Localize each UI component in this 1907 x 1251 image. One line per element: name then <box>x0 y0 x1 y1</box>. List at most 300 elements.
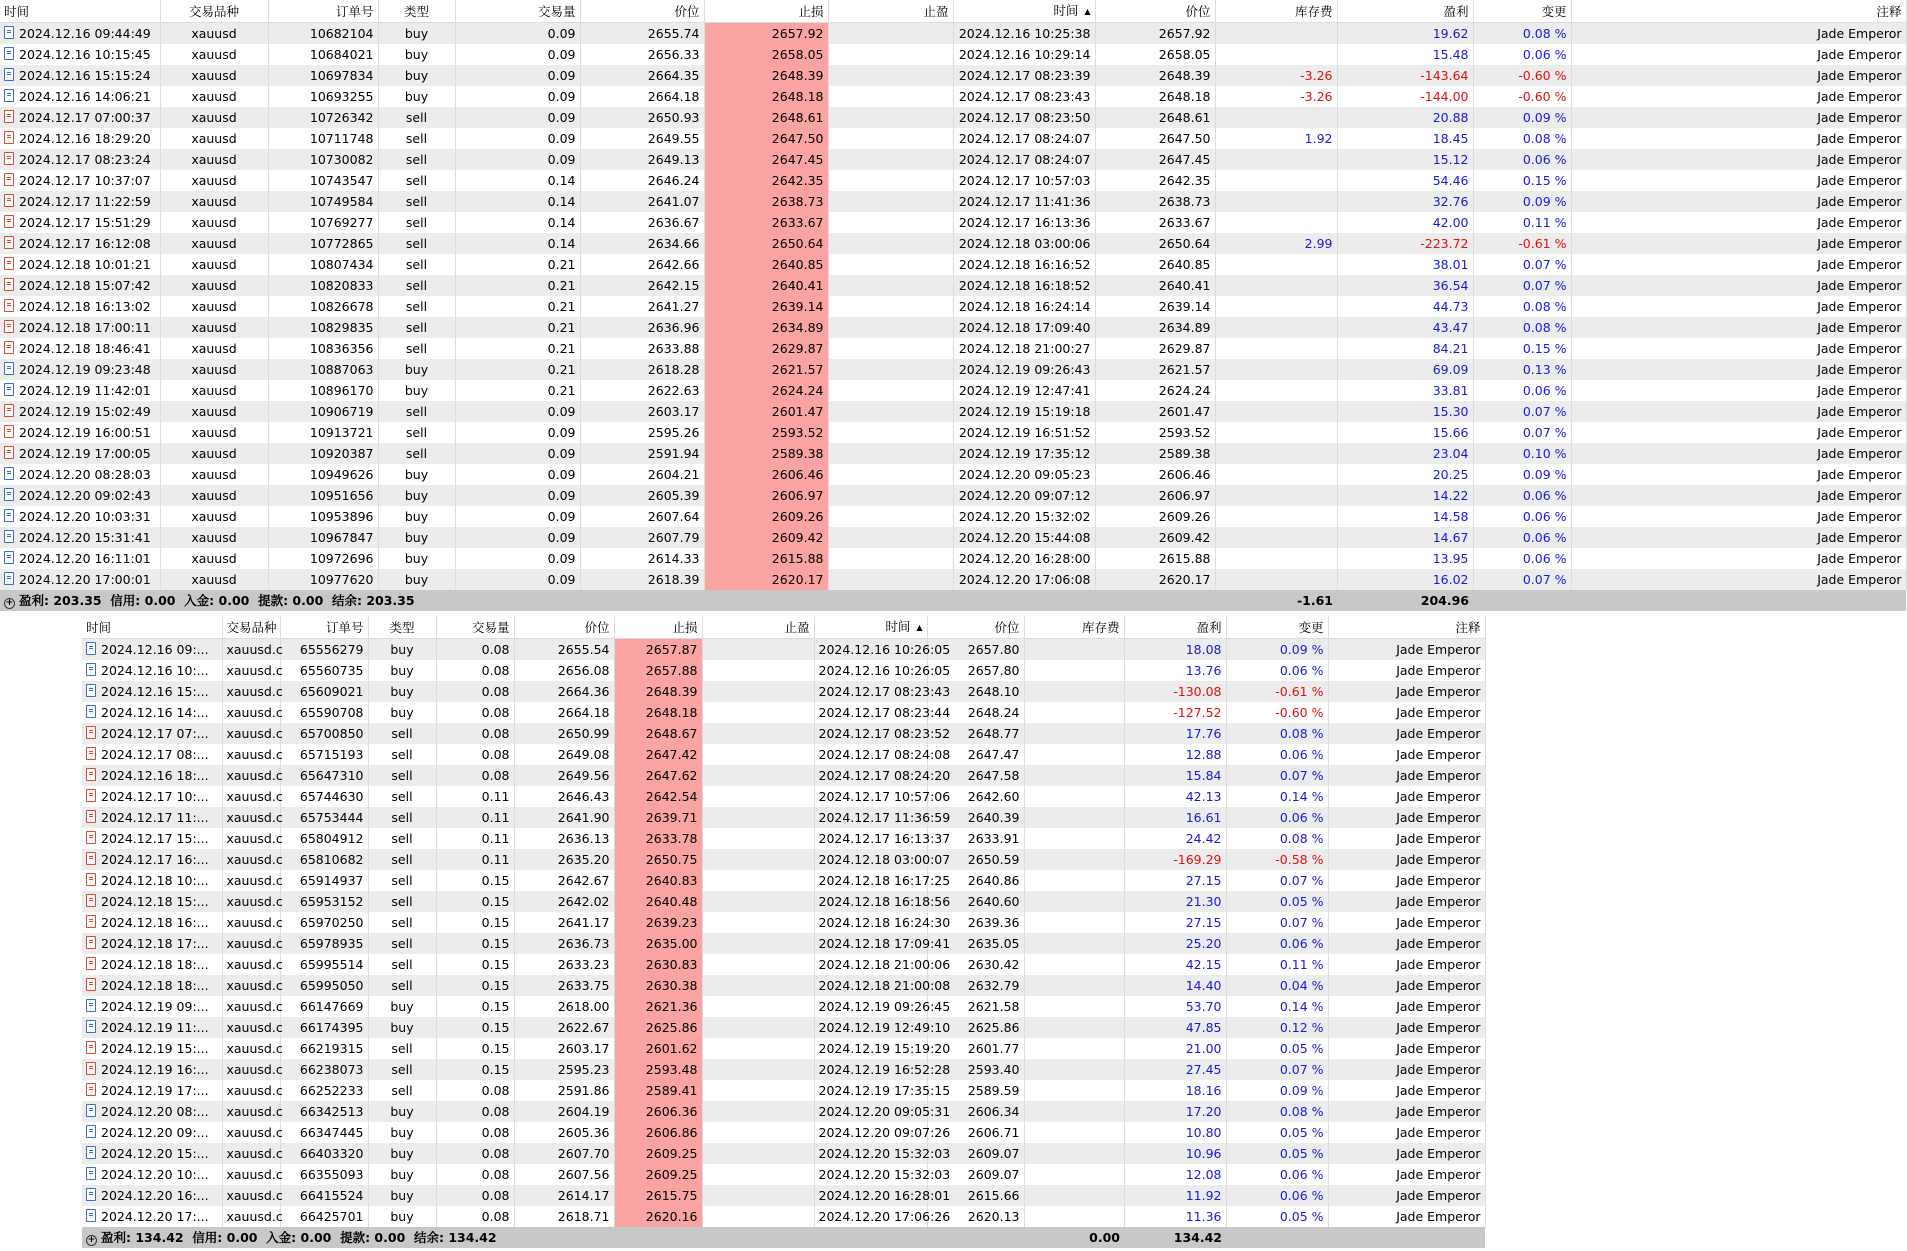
cell-stop-loss <box>614 765 702 786</box>
cell-order-id <box>268 443 378 464</box>
column-header-label: 类型 <box>389 619 415 635</box>
cell-value: 2656.33 <box>647 47 700 62</box>
cell-value: buy <box>404 68 429 83</box>
cell-take-profit <box>702 639 814 661</box>
column-header-comment[interactable] <box>1328 616 1485 639</box>
cell-value: 2632.79 <box>967 978 1020 993</box>
table-row[interactable] <box>82 933 1485 954</box>
cell-value: 2639.23 <box>645 915 698 930</box>
column-header-label: 盈利 <box>1443 3 1469 19</box>
cell-value: 2609.07 <box>967 1146 1020 1161</box>
cell-value: 0.09 <box>547 446 576 461</box>
cell-value: Jade Emperor <box>1396 936 1481 951</box>
column-header-open-price[interactable] <box>514 616 614 639</box>
table-row[interactable] <box>0 149 1906 170</box>
table-row[interactable] <box>82 639 1485 661</box>
cell-symbol <box>160 296 268 317</box>
sell-order-icon <box>86 936 96 949</box>
cell-stop-loss <box>614 891 702 912</box>
table-row[interactable] <box>0 548 1906 569</box>
cell-order-id <box>280 891 368 912</box>
table-row[interactable] <box>0 212 1906 233</box>
cell-value: 0.13 % <box>1522 362 1567 377</box>
cell-swap <box>1215 485 1337 506</box>
column-header-label: 交易品种 <box>188 3 239 19</box>
table-row[interactable] <box>0 317 1906 338</box>
column-header-profit[interactable] <box>1337 0 1473 23</box>
table-row[interactable] <box>0 128 1906 149</box>
cell-profit <box>1124 681 1226 702</box>
cell-value: 2657.92 <box>771 26 824 41</box>
cell-value: 2024.12.18 16:17:25 <box>818 873 951 888</box>
table-row[interactable] <box>82 807 1485 828</box>
table-row[interactable] <box>82 786 1485 807</box>
cell-take-profit <box>828 317 953 338</box>
cell-take-profit <box>828 359 953 380</box>
cell-stop-loss <box>704 191 828 212</box>
cell-open-time <box>82 765 222 786</box>
table-row[interactable] <box>82 1164 1485 1185</box>
cell-take-profit <box>828 506 953 527</box>
cell-profit <box>1337 548 1473 569</box>
column-header-comment[interactable] <box>1571 0 1906 23</box>
cell-profit <box>1124 1206 1226 1227</box>
cell-value: buy <box>390 1146 414 1161</box>
cell-profit <box>1337 23 1473 45</box>
cell-stop-loss <box>614 954 702 975</box>
column-header-close-time[interactable] <box>953 0 1095 23</box>
cell-value: 0.05 % <box>1279 1146 1324 1161</box>
cell-open-price <box>580 275 704 296</box>
table-row[interactable] <box>0 380 1906 401</box>
cell-profit <box>1124 1122 1226 1143</box>
column-header-swap[interactable] <box>1215 0 1337 23</box>
table-row[interactable] <box>82 1143 1485 1164</box>
cell-symbol <box>222 1185 283 1206</box>
cell-value: 0.09 <box>547 404 576 419</box>
cell-order-id <box>268 338 378 359</box>
cell-value: 2607.70 <box>557 1146 610 1161</box>
column-header-open-time[interactable] <box>0 0 160 23</box>
cell-change <box>1226 639 1328 661</box>
column-header-open-time[interactable] <box>82 616 222 639</box>
column-header-change[interactable] <box>1226 616 1328 639</box>
table-row[interactable] <box>82 1185 1485 1206</box>
cell-stop-loss <box>704 464 828 485</box>
cell-value: xauusd <box>191 68 237 83</box>
cell-value: sell <box>391 768 413 783</box>
cell-volume <box>455 569 580 590</box>
table-row[interactable] <box>82 1059 1485 1080</box>
table-row[interactable] <box>82 681 1485 702</box>
cell-take-profit <box>828 149 953 170</box>
column-header-close-price[interactable] <box>927 616 1024 639</box>
table-row[interactable] <box>82 1038 1485 1059</box>
column-header-label: 库存费 <box>1081 619 1120 635</box>
sell-order-icon <box>4 446 14 459</box>
cell-open-time <box>0 359 160 380</box>
cell-close-price <box>1095 170 1215 191</box>
cell-open-price <box>514 891 614 912</box>
table-row[interactable] <box>0 443 1906 464</box>
cell-order-id <box>268 422 378 443</box>
cell-value: 65914937 <box>299 873 364 888</box>
cell-value: 0.08 % <box>1279 1104 1324 1119</box>
sort-ascending-icon: ▲ <box>1084 7 1091 16</box>
table-row[interactable] <box>82 765 1485 786</box>
cell-profit <box>1124 1080 1226 1101</box>
cell-value: 0.12 % <box>1279 1020 1324 1035</box>
cell-value: sell <box>405 236 428 251</box>
cell-volume <box>455 338 580 359</box>
cell-profit <box>1337 191 1473 212</box>
cell-type <box>378 527 455 548</box>
cell-swap <box>1024 660 1124 681</box>
cell-order-id <box>268 170 378 191</box>
cell-change <box>1473 86 1571 107</box>
cell-value: 0.09 <box>547 26 576 41</box>
cell-open-time <box>0 464 160 485</box>
cell-value: xauusd.c <box>226 978 283 993</box>
table-row[interactable] <box>82 996 1485 1017</box>
table-row[interactable] <box>0 254 1906 275</box>
cell-value: Jade Emperor <box>1817 68 1902 83</box>
table-row[interactable] <box>0 527 1906 548</box>
cell-value: 2024.12.17 15:... <box>101 831 209 846</box>
cell-order-id <box>280 639 368 661</box>
cell-value: 10730082 <box>309 152 374 167</box>
table-row[interactable] <box>0 86 1906 107</box>
cell-value: 2630.83 <box>645 957 698 972</box>
table-row[interactable] <box>0 296 1906 317</box>
cell-comment <box>1328 1080 1485 1101</box>
column-header-volume[interactable] <box>455 0 580 23</box>
table-row[interactable] <box>0 170 1906 191</box>
cell-profit <box>1124 639 1226 661</box>
cell-value: 66355093 <box>299 1167 364 1182</box>
cell-value: 2593.52 <box>1158 425 1211 440</box>
cell-value: 2630.42 <box>967 957 1020 972</box>
cell-swap <box>1024 1080 1124 1101</box>
cell-stop-loss <box>614 681 702 702</box>
cell-value: 2649.55 <box>647 131 700 146</box>
cell-value: 2609.42 <box>771 530 824 545</box>
cell-order-id <box>280 933 368 954</box>
cell-comment <box>1571 485 1906 506</box>
cell-value: 0.07 % <box>1279 873 1324 888</box>
cell-open-time <box>82 933 222 954</box>
cell-type <box>378 107 455 128</box>
cell-open-price <box>514 1017 614 1038</box>
cell-take-profit <box>828 443 953 464</box>
table-row[interactable] <box>82 849 1485 870</box>
cell-order-id <box>268 149 378 170</box>
cell-comment <box>1571 254 1906 275</box>
cell-value: xauusd <box>191 362 237 377</box>
cell-close-time <box>814 1122 951 1143</box>
table-row[interactable] <box>82 870 1485 891</box>
cell-close-price <box>1095 44 1215 65</box>
column-header-order-id[interactable] <box>268 0 378 23</box>
buy-order-icon <box>4 362 14 375</box>
cell-comment <box>1571 296 1906 317</box>
cell-value: Jade Emperor <box>1396 1167 1481 1182</box>
table-row[interactable] <box>82 891 1485 912</box>
cell-comment <box>1571 233 1906 254</box>
cell-stop-loss <box>614 1185 702 1206</box>
table-row[interactable] <box>0 464 1906 485</box>
cell-take-profit <box>702 1122 814 1143</box>
table-row[interactable] <box>0 191 1906 212</box>
column-header-label: 订单号 <box>335 3 374 19</box>
cell-take-profit <box>828 23 953 45</box>
cell-value: 0.07 % <box>1522 404 1567 419</box>
cell-value: 2629.87 <box>771 341 824 356</box>
cell-open-price <box>514 1080 614 1101</box>
cell-value: 14.58 <box>1432 509 1469 524</box>
cell-symbol <box>222 1038 283 1059</box>
column-header-stop-loss[interactable] <box>614 616 702 639</box>
cell-comment <box>1571 359 1906 380</box>
cell-value: 2024.12.16 10:26:05 <box>818 663 951 678</box>
cell-value: 2.99 <box>1304 236 1333 251</box>
cell-close-time <box>814 660 951 681</box>
cell-value: 2024.12.18 17:00:11 <box>19 320 151 335</box>
cell-value: 2024.12.17 11:... <box>101 810 209 825</box>
cell-value: 2636.67 <box>647 215 700 230</box>
table-row[interactable] <box>0 65 1906 86</box>
table-row[interactable] <box>82 1206 1485 1227</box>
cell-order-id <box>280 1122 368 1143</box>
cell-value: 2639.14 <box>771 299 824 314</box>
cell-symbol <box>160 443 268 464</box>
cell-value: Jade Emperor <box>1396 957 1481 972</box>
cell-value: 2648.61 <box>1158 110 1211 125</box>
cell-value: 0.11 <box>481 789 510 804</box>
sell-order-icon <box>4 236 14 249</box>
cell-volume <box>455 443 580 464</box>
cell-value: 0.06 % <box>1522 509 1567 524</box>
table-row[interactable] <box>0 275 1906 296</box>
cell-take-profit <box>828 401 953 422</box>
table-row[interactable] <box>82 1101 1485 1122</box>
table-row[interactable] <box>82 1122 1485 1143</box>
table-row[interactable] <box>82 723 1485 744</box>
cell-close-time <box>953 443 1095 464</box>
cell-value: Jade Emperor <box>1817 341 1902 356</box>
cell-value: 54.46 <box>1432 173 1469 188</box>
cell-value: 0.09 <box>547 509 576 524</box>
cell-type <box>378 338 455 359</box>
table-row[interactable] <box>82 1017 1485 1038</box>
cell-value: 2024.12.18 21:00:06 <box>818 957 951 972</box>
cell-open-time <box>82 828 222 849</box>
cell-value: 10829835 <box>309 320 374 335</box>
cell-profit <box>1337 212 1473 233</box>
cell-order-id <box>268 296 378 317</box>
cell-value: 0.21 <box>547 341 576 356</box>
cell-open-price <box>514 744 614 765</box>
cell-value: 2607.64 <box>647 509 700 524</box>
cell-value: 2024.12.17 16:13:36 <box>958 215 1091 230</box>
cell-value: 0.08 <box>481 1104 510 1119</box>
cell-volume <box>436 1080 514 1101</box>
cell-value: buy <box>404 551 429 566</box>
cell-value: 2642.35 <box>1158 173 1211 188</box>
cell-comment <box>1571 65 1906 86</box>
cell-value: -0.60 % <box>1275 705 1324 720</box>
cell-take-profit <box>828 275 953 296</box>
cell-open-price <box>514 996 614 1017</box>
sell-order-icon <box>4 257 14 270</box>
column-header-open-price[interactable] <box>580 0 704 23</box>
expand-plus-icon[interactable]: + <box>87 1235 96 1245</box>
buy-order-icon <box>4 551 14 564</box>
cell-type <box>368 1122 436 1143</box>
table-row[interactable] <box>0 359 1906 380</box>
cell-value: 10949626 <box>309 467 374 482</box>
cell-value: xauusd <box>191 47 237 62</box>
cell-value: 2640.85 <box>1158 257 1211 272</box>
table-row[interactable] <box>82 828 1485 849</box>
cell-open-time <box>82 912 222 933</box>
cell-value: 0.14 <box>547 236 576 251</box>
table-row[interactable] <box>0 23 1906 45</box>
cell-value: 2625.86 <box>967 1020 1020 1035</box>
table-row[interactable] <box>82 660 1485 681</box>
cell-order-id <box>280 807 368 828</box>
table-row[interactable] <box>0 401 1906 422</box>
table-row[interactable] <box>0 485 1906 506</box>
sell-order-icon <box>86 1062 96 1075</box>
cell-value: 65700850 <box>299 726 364 741</box>
cell-value: 10896170 <box>309 383 374 398</box>
cell-value: buy <box>404 530 429 545</box>
column-header-close-time[interactable] <box>814 616 927 639</box>
cell-close-price <box>1095 569 1215 590</box>
cell-value: 65715193 <box>299 747 364 762</box>
cell-value: buy <box>404 362 429 377</box>
cell-profit <box>1124 744 1226 765</box>
column-header-label: 交易品种 <box>226 619 277 635</box>
cell-swap <box>1024 702 1124 723</box>
cell-value: buy <box>390 663 414 678</box>
table-row[interactable] <box>82 954 1485 975</box>
cell-value: 17.20 <box>1185 1104 1222 1119</box>
cell-close-price <box>1095 86 1215 107</box>
cell-value: 2648.18 <box>645 705 698 720</box>
cell-take-profit <box>828 254 953 275</box>
column-header-take-profit[interactable] <box>828 0 953 23</box>
cell-value: 2633.78 <box>645 831 698 846</box>
column-header-change[interactable] <box>1473 0 1571 23</box>
buy-order-icon <box>86 1167 96 1180</box>
history-table-upper <box>0 0 1907 611</box>
cell-open-price <box>580 107 704 128</box>
expand-plus-icon[interactable]: + <box>5 598 14 608</box>
sell-order-icon <box>86 915 96 928</box>
cell-value: 0.08 % <box>1522 131 1567 146</box>
cell-volume <box>455 212 580 233</box>
table-row[interactable] <box>0 233 1906 254</box>
cell-open-price <box>580 23 704 45</box>
table-row[interactable] <box>82 1080 1485 1101</box>
cell-value: 65995514 <box>299 957 364 972</box>
cell-open-time <box>0 128 160 149</box>
cell-profit <box>1337 443 1473 464</box>
cell-value: 2618.71 <box>557 1209 610 1224</box>
table-row[interactable] <box>0 107 1906 128</box>
table-row[interactable] <box>0 338 1906 359</box>
column-header-label: 时间 <box>885 619 911 634</box>
cell-value: Jade Emperor <box>1817 299 1902 314</box>
table-row[interactable] <box>0 44 1906 65</box>
column-header-close-price[interactable] <box>1095 0 1215 23</box>
sell-order-icon <box>86 894 96 907</box>
cell-volume <box>436 1101 514 1122</box>
cell-profit <box>1124 954 1226 975</box>
table-row[interactable] <box>82 975 1485 996</box>
cell-close-time <box>814 807 951 828</box>
cell-stop-loss <box>614 786 702 807</box>
cell-change <box>1226 1080 1328 1101</box>
column-header-stop-loss[interactable] <box>704 0 828 23</box>
cell-swap <box>1024 1038 1124 1059</box>
cell-value: 2636.13 <box>557 831 610 846</box>
column-header-swap[interactable] <box>1024 616 1124 639</box>
cell-profit <box>1124 1143 1226 1164</box>
cell-value: 2024.12.17 10:37:07 <box>19 173 151 188</box>
sell-order-icon <box>4 152 14 165</box>
table-row[interactable] <box>0 569 1906 590</box>
cell-value: 2647.45 <box>771 152 824 167</box>
column-header-volume[interactable] <box>436 616 514 639</box>
cell-value: 0.21 <box>547 383 576 398</box>
cell-symbol <box>222 1143 283 1164</box>
cell-value: 2024.12.20 17:06:26 <box>818 1209 951 1224</box>
column-header-type[interactable] <box>368 616 436 639</box>
cell-value: 2657.87 <box>645 642 698 657</box>
cell-value: -130.08 <box>1173 684 1222 699</box>
column-header-order-id[interactable] <box>280 616 368 639</box>
cell-value: 0.08 <box>481 768 510 783</box>
cell-swap <box>1024 1017 1124 1038</box>
column-header-symbol[interactable] <box>222 616 280 639</box>
column-header-symbol[interactable] <box>160 0 268 23</box>
cell-symbol <box>222 1059 283 1080</box>
cell-close-price <box>1095 191 1215 212</box>
column-header-type[interactable] <box>378 0 455 23</box>
cell-stop-loss <box>704 422 828 443</box>
cell-stop-loss <box>614 849 702 870</box>
cell-value: 2606.97 <box>1158 488 1211 503</box>
table-row[interactable] <box>82 912 1485 933</box>
column-header-profit[interactable] <box>1124 616 1226 639</box>
column-header-take-profit[interactable] <box>702 616 814 639</box>
cell-value: buy <box>404 467 429 482</box>
cell-value: 2603.17 <box>647 404 700 419</box>
table-row[interactable] <box>82 744 1485 765</box>
cell-value: xauusd <box>191 383 237 398</box>
table-row[interactable] <box>82 702 1485 723</box>
cell-volume <box>455 464 580 485</box>
table-row[interactable] <box>0 422 1906 443</box>
table-row[interactable] <box>0 506 1906 527</box>
cell-open-price <box>514 1164 614 1185</box>
cell-open-time <box>82 954 222 975</box>
cell-value: 2024.12.18 10:... <box>101 873 209 888</box>
cell-value: 0.14 <box>547 215 576 230</box>
